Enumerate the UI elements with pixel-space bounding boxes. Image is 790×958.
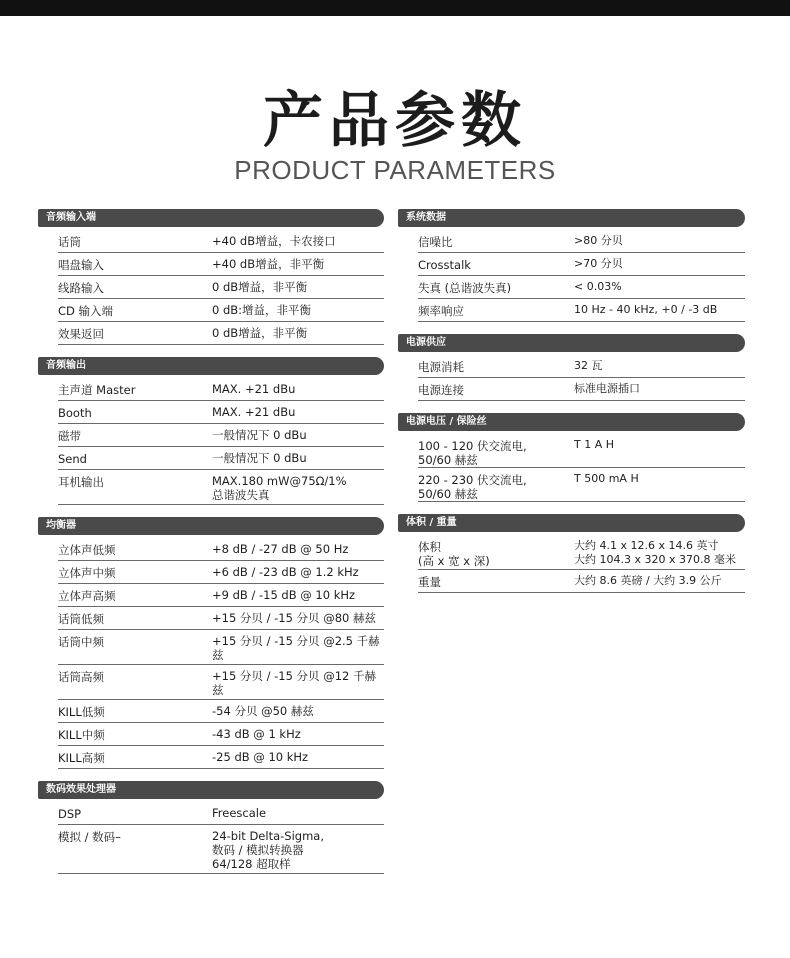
section-heading: 电源供应 [398,334,745,352]
spec-value: 大约 8.6 英磅 / 大约 3.9 公斤 [574,574,722,587]
spec-row [58,723,384,746]
spec-label: 立体声高频 [58,589,116,603]
top-bar [0,0,790,16]
left-spec-section-1 [38,357,384,505]
spec-rows [398,535,745,593]
spec-label: 效果返回 [58,327,104,341]
spec-row [58,378,384,401]
spec-row [58,299,384,322]
spec-label: 立体声低频 [58,543,116,557]
spec-row [58,538,384,561]
spec-value: 10 Hz - 40 kHz, +0 / -3 dB [574,303,718,316]
spec-row [58,424,384,447]
spec-value: 0 dB增益，非平衡 [212,280,308,294]
section-heading: 系统数据 [398,209,745,227]
spec-rows [398,230,745,322]
spec-value: 一般情况下 0 dBu [212,451,307,465]
spec-value: +15 分贝 / -15 分贝 @80 赫兹 [212,611,376,625]
spec-label: 信噪比 [418,235,453,249]
spec-value: +15 分贝 / -15 分贝 @12 千赫兹 [212,669,376,697]
spec-value: < 0.03% [574,280,622,293]
spec-value: MAX.180 mW@75Ω/1% 总谐波失真 [212,474,347,502]
spec-value: T 1 A H [574,438,615,451]
spec-value: >70 分贝 [574,257,623,270]
left-column [38,209,384,886]
spec-label: 主声道 Master [58,383,136,397]
spec-value: 一般情况下 0 dBu [212,428,307,442]
spec-value: +8 dB / -27 dB @ 50 Hz [212,542,349,556]
spec-value: 标准电源插口 [574,382,640,395]
spec-label: 失真 (总谐波失真) [418,281,512,295]
spec-value: -43 dB @ 1 kHz [212,727,301,741]
spec-row [58,561,384,584]
spec-row [58,607,384,630]
left-spec-section-0 [38,209,384,345]
spec-label: 220 - 230 伏交流电, 50/60 赫兹 [418,473,527,501]
section-heading: 数码效果处理器 [38,781,384,799]
spec-row [418,570,745,593]
spec-label: 模拟 / 数码– [58,830,121,844]
spec-value: -25 dB @ 10 kHz [212,750,309,764]
spec-label: KILL低频 [58,705,105,719]
spec-label: CD 输入端 [58,304,114,318]
spec-label: 电源消耗 [418,360,464,374]
right-spec-section-2 [398,413,745,502]
spec-row [58,630,384,665]
spec-label: 耳机输出 [58,475,104,489]
spec-label: 重量 [418,575,441,589]
spec-rows [398,434,745,502]
section-heading: 体积 / 重量 [398,514,745,532]
spec-value: Freescale [212,806,267,820]
spec-label: DSP [58,807,82,821]
spec-value: +9 dB / -15 dB @ 10 kHz [212,588,356,602]
spec-rows [398,355,745,401]
spec-row [418,434,745,468]
right-spec-section-3 [398,514,745,593]
right-spec-section-1 [398,334,745,401]
spec-value: 大约 4.1 x 12.6 x 14.6 英寸 大约 104.3 x 320 x 370.8 毫米 [574,539,736,566]
spec-row [58,253,384,276]
spec-row [58,825,384,874]
spec-label: 话筒高频 [58,670,104,684]
spec-row [418,535,745,570]
spec-value: T 500 mA H [574,472,639,485]
spec-label: 唱盘输入 [58,258,104,272]
right-column [398,209,745,605]
spec-value: -54 分贝 @50 赫兹 [212,704,314,718]
left-spec-section-2 [38,517,384,769]
spec-row [58,276,384,299]
section-heading: 音频输出 [38,357,384,375]
spec-label: 线路输入 [58,281,104,295]
spec-label: 100 - 120 伏交流电, 50/60 赫兹 [418,439,527,467]
spec-label: Booth [58,406,92,420]
spec-label: 话筒 [58,235,81,249]
left-spec-section-3 [38,781,384,874]
spec-row [418,378,745,401]
spec-value: 0 dB:增益，非平衡 [212,303,312,317]
spec-value: >80 分贝 [574,234,623,247]
spec-row [58,447,384,470]
spec-label: 话筒低频 [58,612,104,626]
spec-rows [38,378,384,505]
spec-value: MAX. +21 dBu [212,382,296,396]
spec-row [58,230,384,253]
page-subtitle: PRODUCT PARAMETERS [234,155,556,185]
spec-value: +15 分贝 / -15 分贝 @2.5 千赫兹 [212,634,380,662]
spec-label: 话筒中频 [58,635,104,649]
spec-value: +40 dB增益，非平衡 [212,257,325,271]
spec-label: Crosstalk [418,258,471,272]
spec-value: 0 dB增益，非平衡 [212,326,308,340]
spec-value: +6 dB / -23 dB @ 1.2 kHz [212,565,359,579]
spec-rows [38,538,384,769]
spec-label: 体积 (高 x 宽 x 深) [418,540,490,568]
spec-label: 频率响应 [418,304,464,318]
spec-value: MAX. +21 dBu [212,405,296,419]
section-heading: 电源电压 / 保险丝 [398,413,745,431]
spec-row [418,253,745,276]
spec-label: Send [58,452,87,466]
spec-row [418,276,745,299]
spec-value: 24-bit Delta-Sigma, 数码 / 模拟转换器 64/128 超取样 [212,829,324,871]
section-heading: 均衡器 [38,517,384,535]
spec-value: 32 瓦 [574,359,603,372]
spec-row [58,401,384,424]
spec-label: 立体声中频 [58,566,116,580]
spec-row [58,470,384,505]
right-spec-section-0 [398,209,745,322]
spec-row [418,299,745,322]
spec-label: KILL高频 [58,751,105,765]
spec-row [418,230,745,253]
spec-rows [38,230,384,345]
section-heading: 音频输入端 [38,209,384,227]
spec-label: 电源连接 [418,383,464,397]
spec-rows [38,802,384,874]
spec-row [58,665,384,700]
spec-row [418,355,745,378]
spec-row [58,322,384,345]
spec-row [58,802,384,825]
page-title: 产品参数 [263,86,527,156]
spec-label: 磁带 [58,429,81,443]
spec-row [58,700,384,723]
spec-row [418,468,745,502]
spec-label: KILL中频 [58,728,105,742]
spec-row [58,584,384,607]
spec-row [58,746,384,769]
spec-value: +40 dB增益，卡农接口 [212,234,336,248]
